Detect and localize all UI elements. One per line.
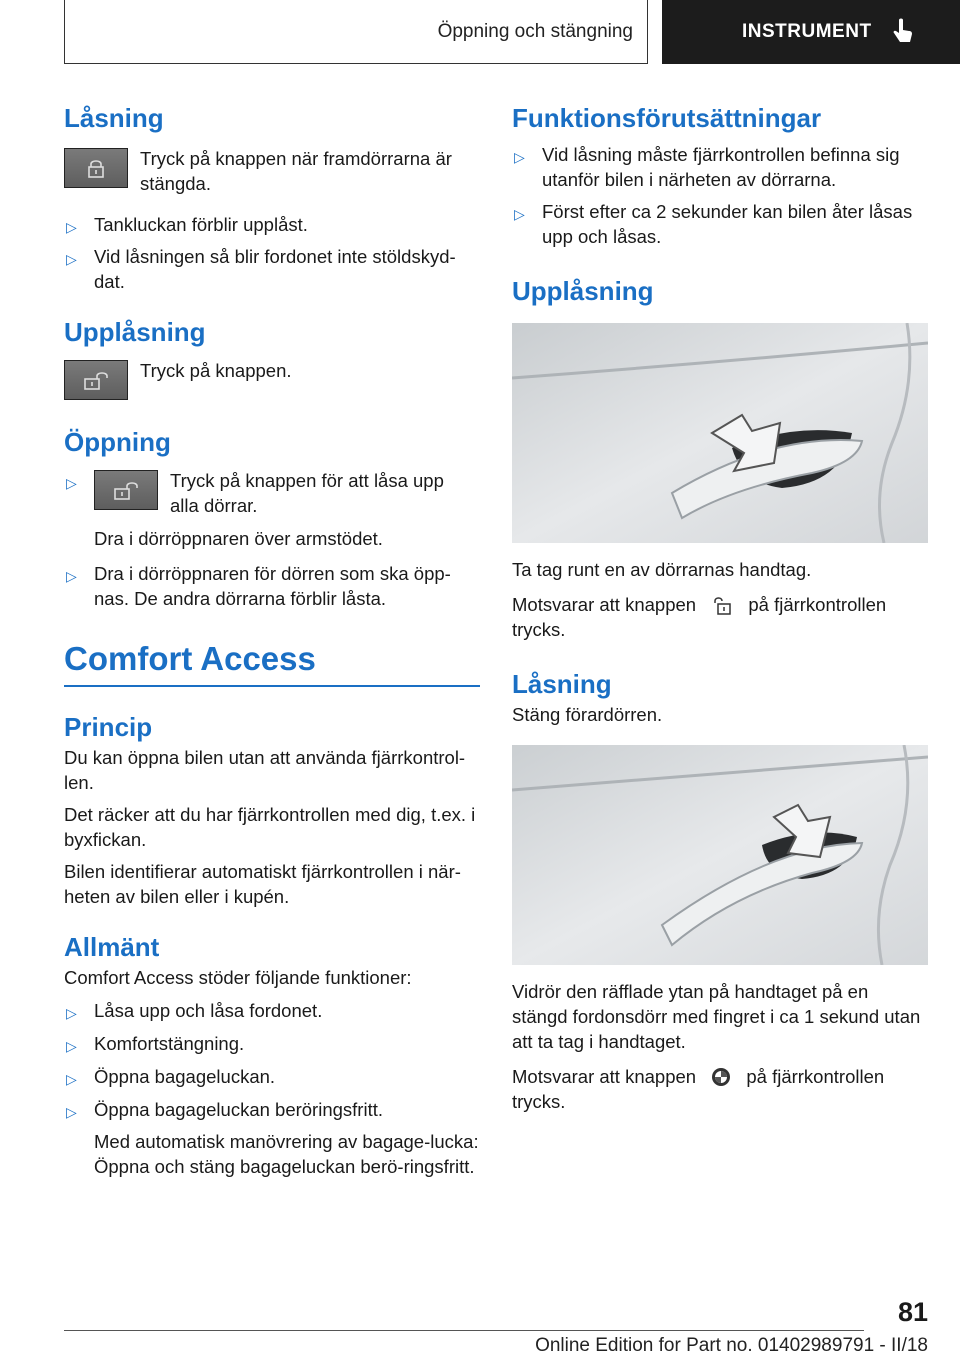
left-column — [64, 100, 480, 1179]
lock-text-right: Stäng förardörren. — [512, 704, 663, 725]
bullet-triangle-icon: ▷ — [514, 149, 525, 165]
header-chapter-tab[interactable] — [662, 0, 960, 64]
list-item: ▷ Dra i dörröppnaren för dörren som ska öpp-nas. De andra dörrarna förblir låsta. — [66, 563, 451, 609]
comfort-access-title-block — [64, 637, 480, 687]
list-item: ▷ Tankluckan förblir upplåst. — [64, 212, 480, 237]
list-item: ▷ Vid låsning måste fjärrkontrollen befinna sig utanför bilen i närheten av dörrarna. — [514, 144, 900, 190]
comfort-access-heading: Comfort Access — [64, 640, 316, 677]
bullet-triangle-icon: ▷ — [66, 568, 77, 584]
footer-edition: Online Edition for Part no. 01402989791 - II/18 — [535, 1335, 928, 1356]
funk-bullet-list — [512, 142, 928, 249]
bullet-triangle-icon: ▷ — [66, 219, 77, 235]
lock-button-row — [64, 146, 480, 196]
lock-icon — [85, 158, 107, 178]
allmant-text: Comfort Access stöder följande funktioner: — [64, 967, 412, 988]
bullet-triangle-icon: ▷ — [66, 1005, 77, 1021]
pointing-hand-icon — [892, 18, 914, 46]
lock-heading: Låsning — [64, 103, 164, 133]
open-b1-sub: Dra i dörröppnaren över armstödet. — [94, 528, 383, 549]
princip-p1: Du kan öppna bilen utan att använda fjärrkontrol-len. — [64, 747, 466, 793]
lock-text: Tryck på knappen när framdörrarna är stängda. — [140, 148, 452, 194]
unlock-icon — [83, 370, 109, 390]
lock-reference: Motsvarar att knappen på fjärrkontrollen trycks. — [512, 1066, 885, 1112]
right-column — [512, 100, 928, 1114]
door-handle-touch-image — [512, 745, 928, 965]
open-bullet-list — [64, 468, 480, 611]
page-number: 81 — [897, 1297, 928, 1327]
list-item: ▷ Komfortstängning. — [64, 1031, 480, 1056]
open-b1-text: Tryck på knappen för att låsa upp alla dörrar. — [170, 470, 444, 516]
header-chapter-label: INSTRUMENT — [742, 21, 872, 42]
funk-heading: Funktionsförutsättningar — [512, 103, 822, 133]
lock-caption: Vidrör den räfflade ytan på handtaget på en stängd fordonsdörr med fingret i ca 1 sekund utan att ta tag i handtaget. — [512, 981, 921, 1052]
unlock-icon — [113, 480, 139, 500]
list-item: ▷ Öppna bagageluckan beröringsfritt. Med automatisk manövrering av bagage-lucka: Öppna och stäng bagageluckan berö-ringsfritt. — [66, 1099, 479, 1177]
bullet-triangle-icon: ▷ — [66, 251, 77, 267]
unlock-button-row — [64, 358, 480, 400]
unlock-button-image — [64, 360, 128, 400]
bullet-triangle-icon: ▷ — [514, 206, 525, 222]
unlock-button-image — [94, 470, 158, 510]
lock-heading-right: Låsning — [512, 669, 612, 699]
list-item: ▷ Vid låsningen så blir fordonet inte stöldskyd-dat. — [66, 246, 456, 292]
list-item: ▷ Först efter ca 2 sekunder kan bilen åter låsas upp och låsas. — [514, 201, 913, 247]
lock-button-image — [64, 148, 128, 188]
list-item: ▷ Låsa upp och låsa fordonet. — [64, 998, 480, 1023]
allmant-sub: Med automatisk manövrering av bagage-lucka: Öppna och stäng bagageluckan berö-ringsfritt. — [94, 1131, 479, 1177]
list-item: ▷ Öppna bagageluckan. — [64, 1064, 480, 1089]
allmant-bullet-list — [64, 998, 480, 1179]
unlock-text: Tryck på knappen. — [140, 360, 292, 381]
bullet-triangle-icon: ▷ — [66, 475, 77, 491]
bullet-triangle-icon: ▷ — [66, 1071, 77, 1087]
unlock-caption: Ta tag runt en av dörrarnas handtag. — [512, 559, 812, 580]
header-section-title: Öppning och stängning — [437, 20, 633, 42]
list-item — [64, 468, 480, 551]
door-unlock-icon — [711, 597, 733, 615]
princip-heading: Princip — [64, 712, 153, 742]
footer-divider — [64, 1330, 864, 1331]
bullet-triangle-icon: ▷ — [66, 1104, 77, 1120]
door-handle-grip-image — [512, 323, 928, 543]
princip-p2: Det räcker att du har fjärrkontrollen med dig, t.ex. i byxfickan. — [64, 804, 476, 850]
allmant-heading: Allmänt — [64, 932, 160, 962]
princip-p3: Bilen identifierar automatiskt fjärrkontrollen i när-heten av bilen eller i kupén. — [64, 861, 461, 907]
brand-roundel-icon — [711, 1067, 731, 1087]
bullet-triangle-icon: ▷ — [66, 1038, 77, 1054]
header-section-box — [64, 0, 648, 64]
unlock-heading-right: Upplåsning — [512, 276, 654, 306]
unlock-heading: Upplåsning — [64, 317, 206, 347]
lock-bullet-list — [64, 212, 480, 294]
open-heading: Öppning — [64, 427, 171, 457]
unlock-reference: Motsvarar att knappen på fjärrkontrollen trycks. — [512, 594, 887, 640]
